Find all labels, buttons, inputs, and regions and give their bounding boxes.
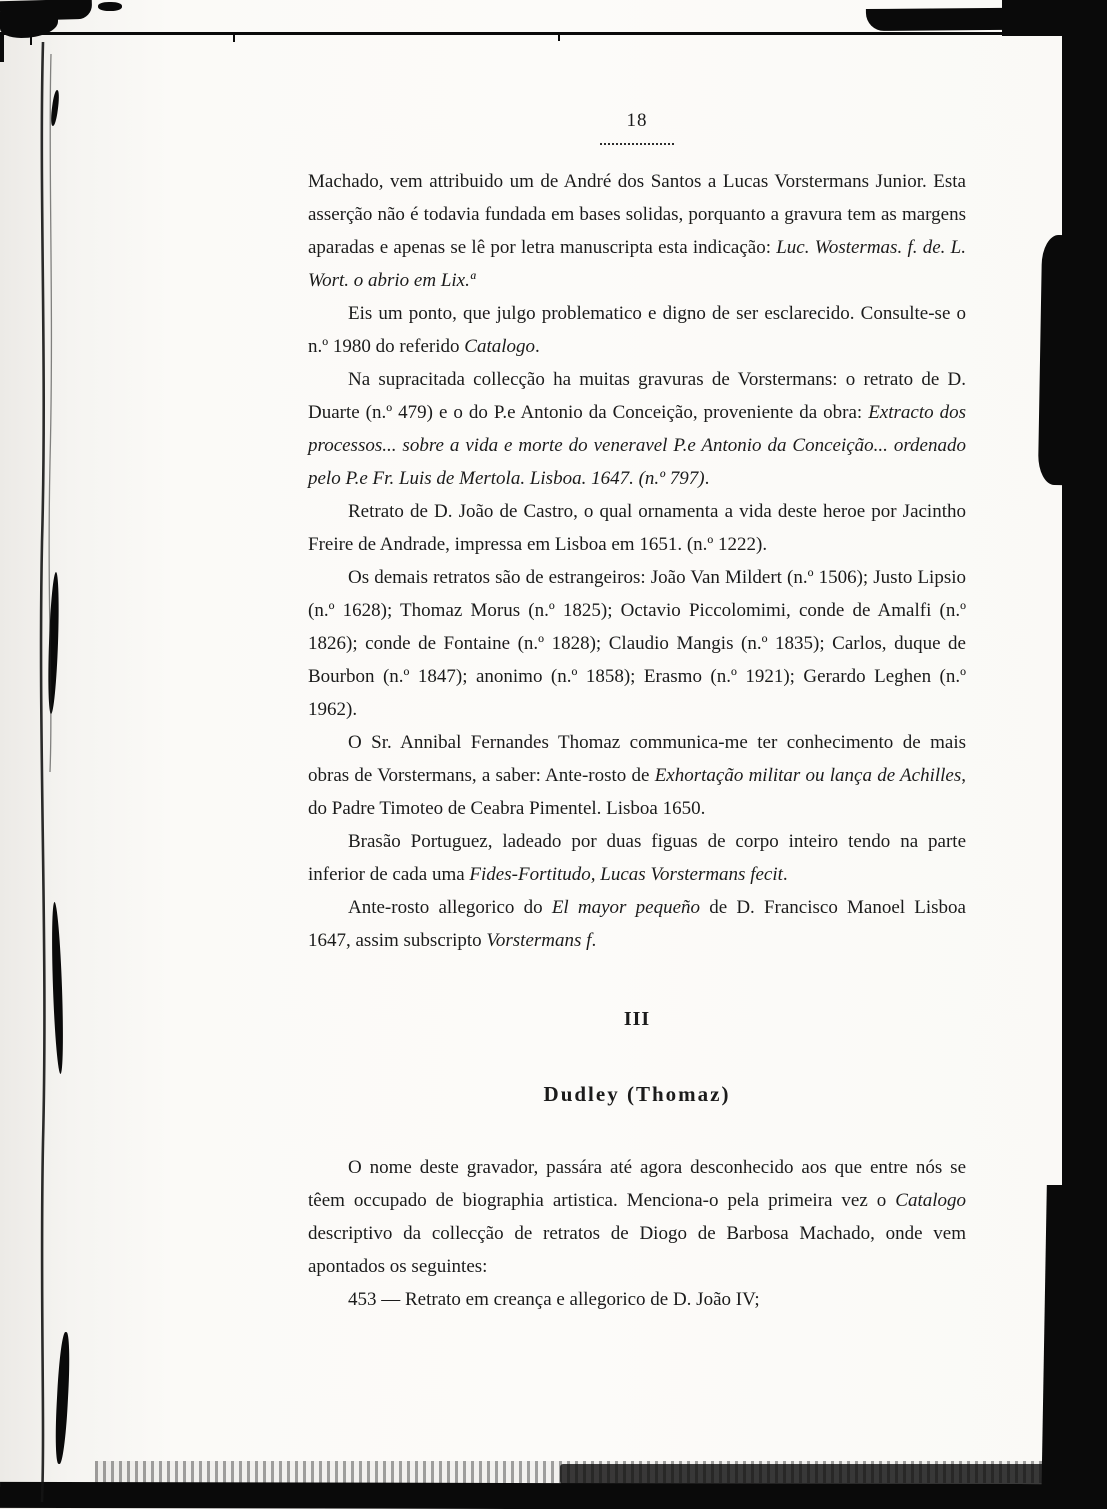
paragraph: Ante-rosto allegorico do El mayor pequeño de D. Francisco Manoel Lisboa 1647, assim subscripto Vorstermans f. <box>308 897 966 951</box>
page-body <box>308 104 966 1316</box>
paragraph: O nome deste gravador, passára até agora desconhecido aos que entre nós se têem occupado de biographia artistica. Menciona-o pela primeira vez o Catalogo descriptivo da collecção de retratos de Diogo de Barbosa Machado, onde vem apontados os seguintes: <box>308 1157 966 1277</box>
paragraph: 453 — Retrato em creança e allegorico de D. João IV; <box>348 1289 760 1310</box>
paragraph: Eis um ponto, que julgo problematico e digno de ser esclarecido. Consulte-se o n.º 1980 do referido Catalogo. <box>308 303 966 357</box>
scan-artifact-bottom-edge <box>0 1482 1066 1509</box>
scan-artifact-top-line <box>0 32 1064 35</box>
scan-artifact-bottom-smear <box>560 1464 1048 1484</box>
scan-artifact-top-line-corner <box>0 32 4 62</box>
scan-artifact-top-left-blot <box>98 2 122 11</box>
section-numeral: III <box>623 1008 651 1030</box>
paragraph: Na supracitada collecção ha muitas gravuras de Vorstermans: o retrato de D. Duarte (n.º 479) e o do P.e Antonio da Conceição, proveniente da obra: Extracto dos processos... sobre a vida e morte do veneravel P.e Antonio da Conceição... ordenado pelo P.e Fr. Luis de Mertola. Lisboa. 1647. (n.º 797). <box>308 369 966 489</box>
paragraph: Os demais retratos são de estrangeiros: João Van Mildert (n.º 1506); Justo Lipsio (n.º 1628); Thomaz Morus (n.º 1825); Octavio Piccolomimi, conde de Amalfi (n.º 1826); conde de Fontaine (n.º 1828); Claudio Mangis (n.º 1835); Carlos, duque de Bourbon (n.º 1847); anonimo (n.º 1858); Erasmo (n.º 1921); Gerardo Leghen (n.º 1962). <box>308 567 966 720</box>
section-heading: Dudley (Thomaz) <box>543 1082 731 1106</box>
book-spine-crease <box>20 42 100 1502</box>
scan-artifact-right-bulge <box>1038 235 1072 485</box>
paragraph: O Sr. Annibal Fernandes Thomaz communica-me ter conhecimento de mais obras de Vorstermans, a saber: Ante-rosto de Exhortação militar ou lança de Achilles, do Padre Timoteo de Ceabra Pimentel. Lisboa 1650. <box>308 732 966 819</box>
scan-artifact-tick <box>558 35 560 41</box>
paragraph: Brasão Portuguez, ladeado por duas figuas de corpo inteiro tendo na parte inferior de cada uma Fides-Fortitudo, Lucas Vorstermans fecit. <box>308 831 966 885</box>
page-number: 18 <box>626 110 648 131</box>
paragraph: Machado, vem attribuido um de André dos Santos a Lucas Vorstermans Junior. Esta asserção não é todavia fundada em bases solidas, porquanto a gravura tem as margens aparadas e apenas se lê por letra manuscripta esta indicação: Luc. Wostermas. f. de. L. Wort. o abrio em Lix.ª <box>308 171 966 291</box>
scan-artifact-tick <box>233 35 235 42</box>
paragraph: Retrato de D. João de Castro, o qual ornamenta a vida deste heroe por Jacintho Freire de Andrade, impressa em Lisboa em 1651. (n.º 1222). <box>308 501 966 555</box>
page-number-rule <box>600 143 674 145</box>
